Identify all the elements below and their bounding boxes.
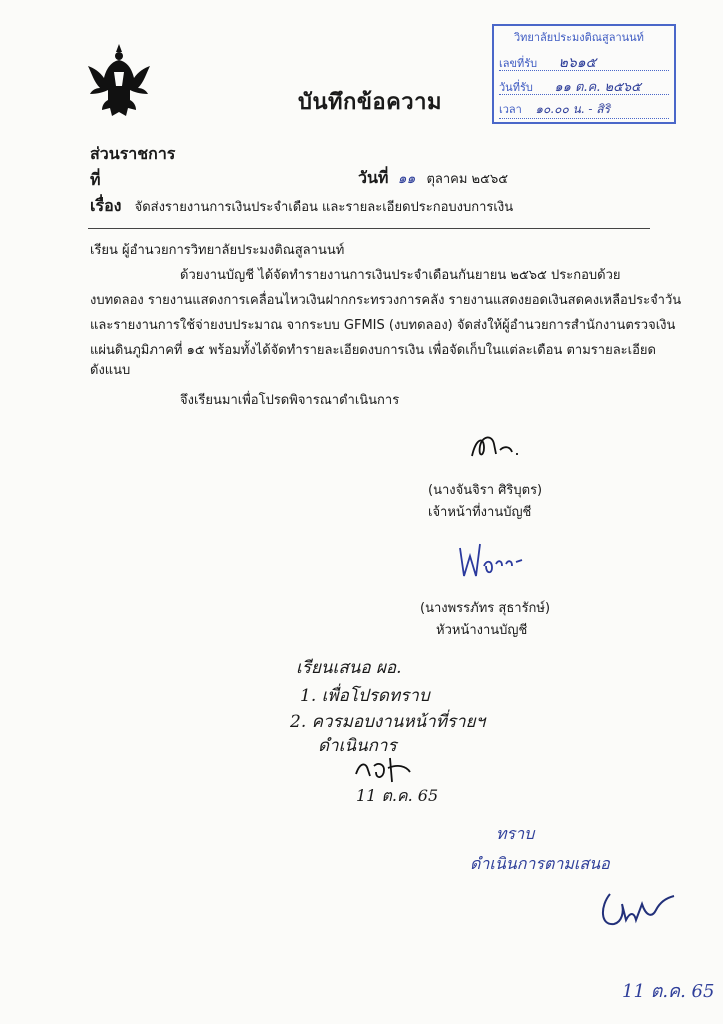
signature-2 [456,538,526,582]
signer-2-name: (นางพรรภัทร สุธารักษ์) [420,601,551,616]
paragraph-1-line-2: งบทดลอง รายงานแสดงการเคลื่อนไหวเงินฝากกระทรวงการคลัง รายงานแสดงยอดเงินสดคงเหลือประจำวัน [90,293,682,308]
paragraph-1-line-1: ด้วยงานบัญชี ได้จัดทำรายงานการเงินประจำเดือนกันยายน ๒๕๖๕ ประกอบด้วย [180,268,621,283]
hand-note-item-1: 1. เพื่อโปรดทราบ [300,686,430,706]
memo-title: บันทึกข้อความ [298,90,443,115]
header-divider [88,228,650,229]
hand-note-item-2a: 2. ควรมอบงานหน้าที่รายฯ [290,712,486,732]
stamp-date-label: วันที่รับ [499,81,533,94]
signer-1-name: (นางจันจิรา ศิริบุตร) [428,483,543,498]
hand-note-item-2b: ดำเนินการ [318,736,397,756]
garuda-emblem [86,42,152,118]
signer-2-position: หัวหน้างานบัญชี [436,623,528,638]
stamp-time-label: เวลา [499,103,522,116]
stamp-org: วิทยาลัยประมงติณสูลานนท์ [514,31,644,44]
hand-note-date: 11 ต.ค. 65 [356,786,439,805]
director-note-2: ดำเนินการตามเสนอ [470,854,610,873]
paragraph-1-line-3: และรายงานการใช้จ่ายงบประมาณ จากระบบ GFMIS (งบทดลอง) จัดส่งให้ผู้อำนวยการสำนักงานตรวจเงิน [90,318,676,333]
paragraph-1-line-5: ดังแนบ [90,363,131,378]
date-line [358,166,508,191]
director-note-date: 11 ต.ค. 65 [622,981,715,1002]
signature-4 [596,886,680,934]
date-label: วันที่ [358,168,389,187]
hand-note-title: เรียนเสนอ ผอ. [296,658,402,678]
signature-1 [466,428,526,464]
subject-text: จัดส่งรายงานการเงินประจำเดือน และรายละเอียดประกอบงบการเงิน [134,200,514,215]
stamp-date-value: ๑๑ ต.ค. ๒๕๖๕ [554,80,642,95]
signer-1-position: เจ้าหน้าที่งานบัญชี [428,505,532,520]
stamp-no-value: ๒๖๑๕ [558,55,597,71]
signature-3 [350,752,420,784]
dept-label: ส่วนราชการ [90,144,176,163]
received-stamp [492,24,676,124]
director-note-1: ทราบ [496,824,535,843]
stamp-no-label: เลขที่รับ [499,57,538,70]
subject-line [90,194,513,219]
date-day: ๑๑ [397,171,416,187]
salutation: เรียน ผู้อำนวยการวิทยาลัยประมงติณสูลานนท์ [90,243,345,258]
paragraph-2: จึงเรียนมาเพื่อโปรดพิจารณาดำเนินการ [180,393,400,408]
paragraph-1-line-4: แผ่นดินภูมิภาคที่ ๑๕ พร้อมทั้งได้จัดทำรายละเอียดงบการเงิน เพื่อจัดเก็บในแต่ละเดือน ตามรายละเอียด [90,343,656,358]
date-rest: ตุลาคม ๒๕๖๕ [426,172,509,187]
doc-no-label: ที่ [90,170,101,189]
subject-label: เรื่อง [90,196,122,215]
stamp-time-value: ๑๐.๐๐ น. - สิริ [535,102,611,116]
